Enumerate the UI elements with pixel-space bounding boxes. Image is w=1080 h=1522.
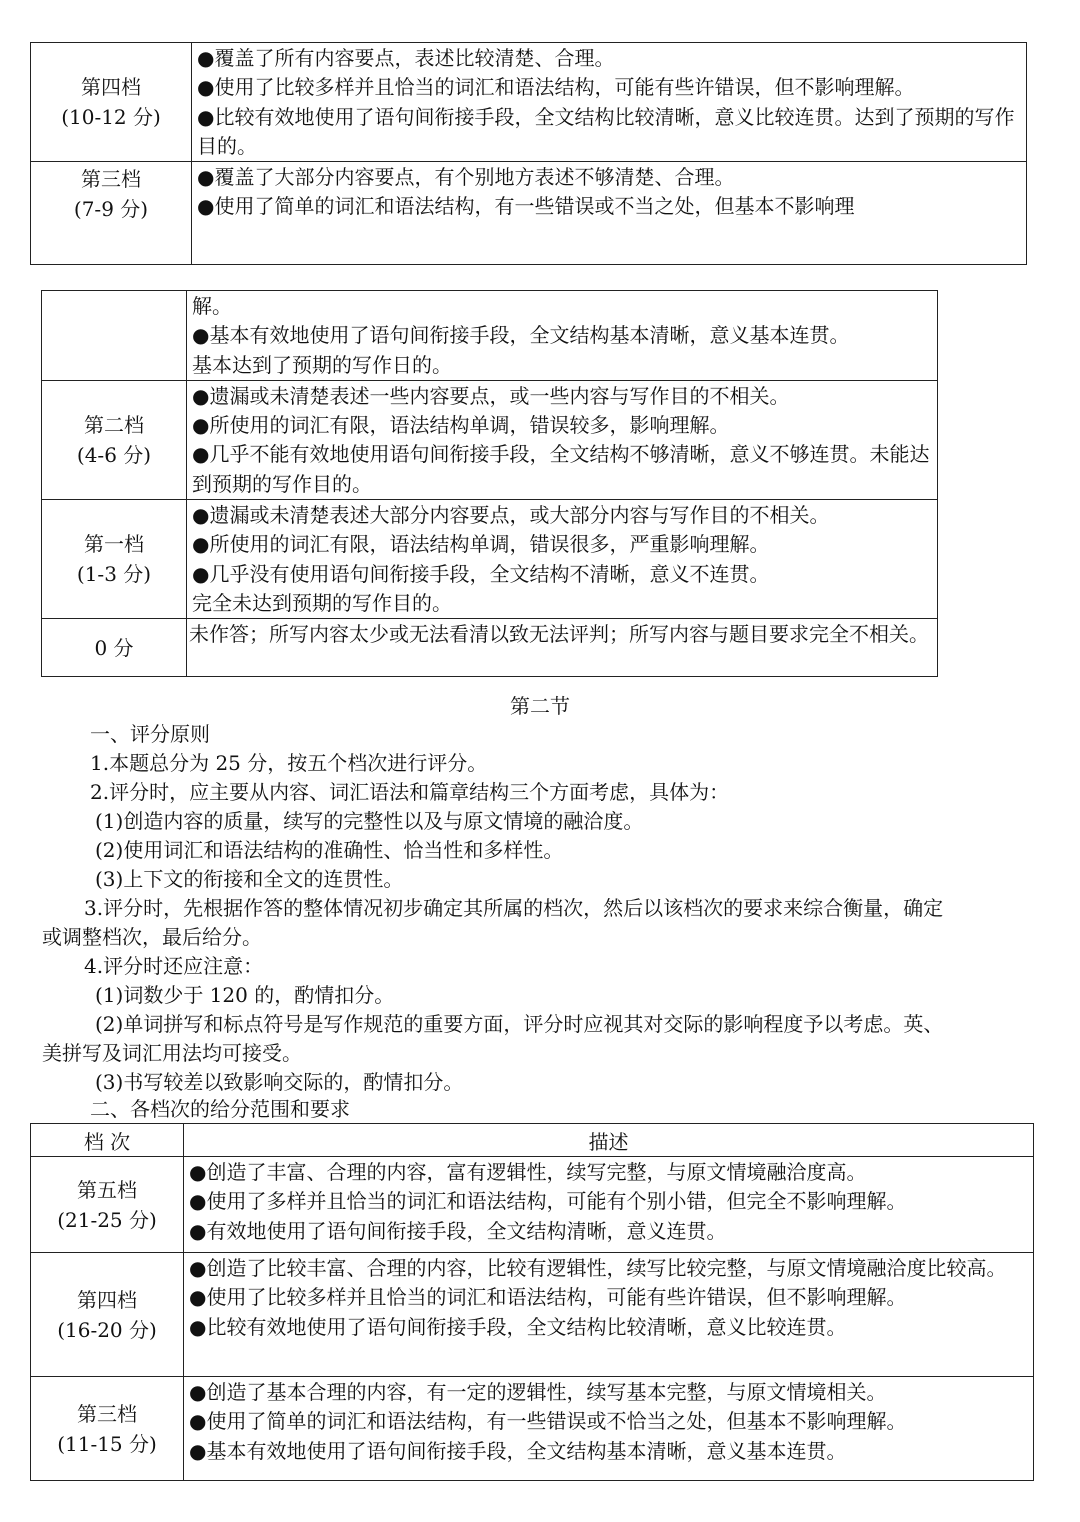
description-line: ●使用了多样并且恰当的词汇和语法结构，可能有个别小错，但完全不影响理解。 — [189, 1189, 907, 1214]
level-name: 第四档 — [81, 75, 141, 100]
description-line: ●有效地使用了语句间衔接手段，全文结构清晰，意义连贯。 — [189, 1218, 727, 1243]
paragraph: 美拼写及词汇用法均可接受。 — [42, 1041, 302, 1065]
score-range: (7-9 分) — [73, 197, 149, 222]
level-name: 0 分 — [94, 635, 134, 660]
description-cell — [184, 1157, 1034, 1253]
description-line: ●比较有效地使用了语句间衔接手段，全文结构比较清晰，意义比较连贯。达到了预期的写作目的。 — [197, 104, 1015, 158]
grading-table-section2 — [30, 1123, 1034, 1481]
table-row — [42, 291, 938, 381]
level-name: 第二档 — [84, 412, 144, 437]
level-cell — [31, 1253, 184, 1377]
description-line: 基本达到了预期的写作日的。 — [192, 352, 452, 377]
level-name: 第五档 — [77, 1177, 137, 1202]
table-row — [31, 1253, 1034, 1377]
table-row — [42, 380, 938, 499]
description-cell — [192, 43, 1027, 162]
level-cell — [42, 291, 187, 381]
paragraph: 4.评分时还应注意： — [84, 954, 264, 978]
description-line: ●基本有效地使用了语句间衔接手段，全文结构基本清晰，意义基本连贯。 — [189, 1438, 847, 1463]
grading-table-part2 — [41, 290, 938, 677]
level-name: 第四档 — [77, 1287, 137, 1312]
level-name: 第三档 — [77, 1401, 137, 1426]
description-line: ●所使用的词汇有限，语法结构单调，错误很多，严重影响理解。 — [192, 532, 770, 557]
description-line: ●覆盖了大部分内容要点，有个别地方表述不够清楚、合理。 — [197, 165, 735, 190]
level-cell — [42, 619, 187, 677]
level-name: 第三档 — [81, 167, 141, 192]
description-line: ●几乎不能有效地使用语句间衔接手段，全文结构不够清晰，意义不够连贯。未能达到预期的写作目的。 — [192, 442, 930, 496]
table-row — [42, 619, 938, 677]
description-line: 解。 — [192, 294, 232, 318]
description-line: 未作答；所写内容太少或无法看清以致无法评判；所写内容与题目要求完全不相关。 — [189, 622, 929, 647]
score-range: (1-3 分) — [76, 562, 152, 587]
description-line: ●使用了比较多样并且恰当的词汇和语法结构，可能有些许错误，但不影响理解。 — [189, 1285, 907, 1310]
description-line: ●创造了基本合理的内容，有一定的逻辑性，续写基本完整，与原文情境相关。 — [189, 1380, 887, 1404]
table-row — [42, 500, 938, 619]
description-cell — [187, 291, 938, 381]
table-row — [31, 1377, 1034, 1481]
score-range: (10-12 分) — [61, 105, 161, 130]
paragraph: 或调整档次，最后给分。 — [42, 925, 262, 949]
table-row — [31, 162, 1027, 265]
paragraph: (3)上下文的衔接和全文的连贯性。 — [95, 867, 404, 891]
description-line: ●所使用的词汇有限，语法结构单调，错误较多，影响理解。 — [192, 413, 730, 438]
description-cell — [187, 380, 938, 499]
description-line: ●几乎没有使用语句间衔接手段，全文结构不清晰，意义不连贯。 — [192, 561, 770, 586]
description-line: ●创造了丰富、合理的内容，富有逻辑性，续写完整，与原文情境融洽度高。 — [189, 1160, 867, 1184]
level-name: 第一档 — [84, 532, 144, 557]
description-line: ●使用了简单的词汇和语法结构，有一些错误或不当之处，但基本不影响理 — [197, 194, 855, 219]
level-cell — [31, 162, 192, 265]
description-cell — [184, 1377, 1034, 1481]
description-line: ●遗漏或未清楚表述大部分内容要点，或大部分内容与写作目的不相关。 — [192, 503, 830, 528]
header-description: 描述 — [184, 1124, 1034, 1157]
paragraph: (3)书写较差以致影响交际的，酌情扣分。 — [95, 1070, 464, 1094]
table-header-row — [31, 1124, 1034, 1157]
table-row — [31, 43, 1027, 162]
description-line: 完全未达到预期的写作目的。 — [192, 590, 452, 615]
paragraph: (2)使用词汇和语法结构的准确性、恰当性和多样性。 — [95, 838, 564, 862]
heading-scoring-principles: 一、评分原则 — [90, 722, 210, 746]
paragraph: 3.评分时，先根据作答的整体情况初步确定其所属的档次，然后以该档次的要求来综合衡量，确定 — [84, 896, 944, 920]
heading-grade-ranges: 二、各档次的给分范围和要求 — [90, 1097, 350, 1121]
description-line: ●使用了简单的词汇和语法结构，有一些错误或不恰当之处，但基本不影响理解。 — [189, 1409, 907, 1434]
paragraph: (1)创造内容的质量，续写的完整性以及与原文情境的融洽度。 — [95, 809, 644, 833]
table-row — [31, 1157, 1034, 1253]
description-line: ●比较有效地使用了语句间衔接手段，全文结构比较清晰，意义比较连贯。 — [189, 1314, 847, 1339]
description-line: ●覆盖了所有内容要点，表述比较清楚、合理。 — [197, 46, 615, 70]
level-cell — [42, 380, 187, 499]
paragraph: (2)单词拼写和标点符号是写作规范的重要方面，评分时应视其对交际的影响程度予以考虑。英、 — [95, 1012, 944, 1036]
score-range: (16-20 分) — [57, 1317, 157, 1342]
score-range: (21-25 分) — [57, 1207, 157, 1232]
level-cell — [42, 500, 187, 619]
section-title: 第二节 — [510, 694, 570, 718]
description-line: ●基本有效地使用了语句间衔接手段，全文结构基本清晰，意义基本连贯。 — [192, 323, 850, 348]
level-cell — [31, 1157, 184, 1253]
paragraph: 1.本题总分为 25 分，按五个档次进行评分。 — [90, 751, 488, 775]
description-cell — [187, 500, 938, 619]
description-cell — [192, 162, 1027, 265]
header-level: 档 次 — [31, 1124, 184, 1157]
description-line: ●遗漏或未清楚表述一些内容要点，或一些内容与写作目的不相关。 — [192, 383, 790, 408]
description-cell — [187, 619, 938, 677]
description-cell — [184, 1253, 1034, 1377]
score-range: (11-15 分) — [57, 1431, 157, 1456]
score-range: (4-6 分) — [76, 442, 152, 467]
level-cell — [31, 43, 192, 162]
level-cell — [31, 1377, 184, 1481]
grading-table-part1 — [30, 42, 1027, 265]
paragraph: 2.评分时，应主要从内容、词汇语法和篇章结构三个方面考虑，具体为： — [90, 780, 730, 804]
description-line: ●使用了比较多样并且恰当的词汇和语法结构，可能有些许错误，但不影响理解。 — [197, 75, 915, 100]
paragraph: (1)词数少于 120 的，酌情扣分。 — [95, 983, 395, 1007]
description-line: ●创造了比较丰富、合理的内容，比较有逻辑性，续写比较完整，与原文情境融洽度比较高。 — [189, 1256, 1007, 1280]
